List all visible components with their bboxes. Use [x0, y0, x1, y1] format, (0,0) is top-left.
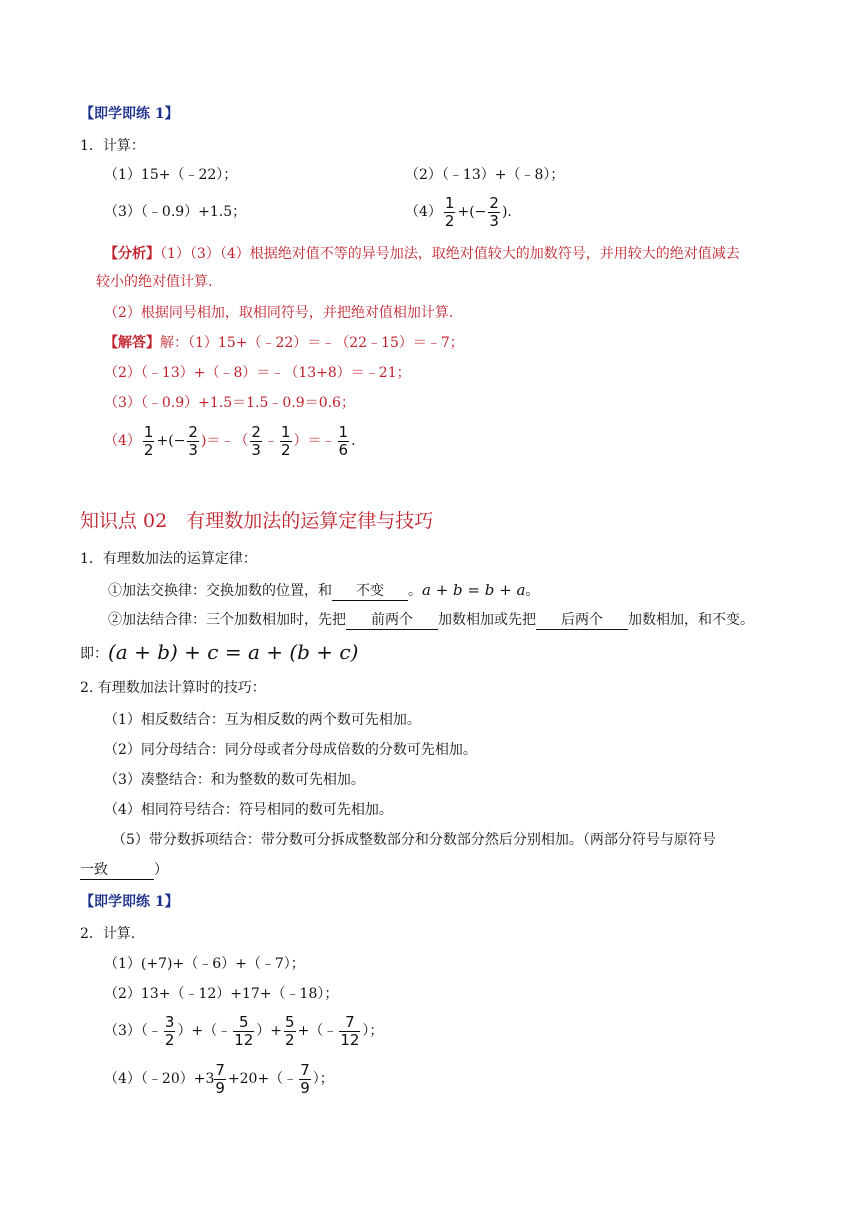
- fraction: [488, 195, 500, 230]
- fraction-denominator: 2: [444, 211, 455, 230]
- tip-5-end: ）: [154, 862, 168, 878]
- fraction-numerator: 2: [188, 422, 198, 441]
- fraction-denominator: 3: [489, 211, 499, 230]
- problem-3-prefix: （3）（﹣: [104, 1023, 162, 1039]
- analysis-tag: 【分析】: [104, 246, 160, 262]
- fraction: [284, 1014, 296, 1049]
- fraction: [233, 1014, 254, 1049]
- tips-heading: 2. 有理数加法计算时的技巧：: [80, 680, 266, 696]
- laws-heading: 1．有理数加法的运算定律：: [80, 551, 257, 567]
- problem-4: [405, 192, 512, 232]
- answer-tag: 【解答】: [104, 335, 160, 351]
- answer-blank: 后两个: [536, 611, 628, 630]
- problem-3-end: ）；: [362, 1023, 384, 1039]
- fraction-denominator: 2: [280, 440, 291, 459]
- problem-4-end: ).: [501, 204, 512, 220]
- fraction-denominator: 2: [164, 1030, 175, 1049]
- fraction-numerator: 7: [339, 1014, 360, 1032]
- tip-5-cont: [80, 860, 168, 880]
- fraction-denominator: 9: [215, 1078, 225, 1097]
- answer-4-minus: ﹣: [263, 433, 278, 449]
- fraction-numerator: 5: [285, 1012, 295, 1031]
- answer-blank: 前两个: [346, 611, 438, 630]
- answer-4-result: ）＝﹣: [293, 433, 336, 449]
- problem-1: （1）(+7)+（﹣6）+（﹣7）；: [104, 956, 305, 972]
- answer-4-operator: +(−: [156, 433, 186, 449]
- law-text: ②加法结合律：三个加数相加时，先把: [108, 612, 346, 628]
- fraction-denominator: 9: [300, 1078, 310, 1097]
- fraction-denominator: 3: [188, 440, 198, 459]
- problem-4-prefix: （4）: [405, 204, 442, 220]
- fraction-denominator: 6: [338, 440, 349, 459]
- problem-3-operator: +（﹣: [297, 1023, 338, 1039]
- answer-blank: 一致: [80, 861, 154, 880]
- problem-3: [104, 1010, 383, 1052]
- question-number: 1．计算：: [80, 138, 145, 154]
- fraction: [187, 424, 199, 459]
- answer-blank: 不变: [332, 582, 408, 601]
- tip-1: （1）相反数结合：互为相反数的两个数可先相加。: [104, 712, 421, 728]
- fraction-numerator: 7: [300, 1060, 310, 1079]
- fraction-numerator: 1: [280, 422, 291, 441]
- associative-formula-line: [80, 642, 358, 664]
- fraction: [143, 424, 155, 459]
- law-text: 加数相加，和不变。: [628, 612, 754, 628]
- answer-4-prefix: （4）: [104, 433, 141, 449]
- problem-2: （2）（﹣13）+（﹣8）；: [405, 167, 565, 183]
- fraction-denominator: 12: [340, 1030, 360, 1049]
- problem-2: （2）13+（﹣12）+17+（﹣18）；: [104, 986, 339, 1002]
- fraction: [338, 424, 350, 459]
- answer-line-1: [104, 333, 464, 353]
- analysis-text-1: （1）（3）（4）根据绝对值不等的异号加法，取绝对值较大的加数符号，并用较大的绝对值减去: [160, 246, 740, 262]
- fraction-numerator: 1: [444, 193, 455, 212]
- fraction-denominator: 12: [234, 1030, 254, 1049]
- fraction-denominator: 2: [285, 1030, 295, 1049]
- problem-4-end: ）；: [312, 1071, 334, 1087]
- answer-line-4: [104, 420, 356, 462]
- analysis-line-3: （2）根据同号相加，取相同符号，并把绝对值相加计算.: [104, 305, 454, 321]
- section-title: 知识点 02 有理数加法的运算定律与技巧: [80, 510, 434, 532]
- answer-4-end: .: [351, 433, 356, 449]
- problem-4-prefix: （4）（﹣20）+3: [104, 1071, 215, 1087]
- answer-4-equals: )＝﹣（: [200, 433, 249, 449]
- question-number: 2．计算.: [80, 926, 136, 942]
- fraction-numerator: 2: [251, 422, 261, 441]
- fraction: [214, 1062, 226, 1097]
- practice-label: 【即学即练 1】: [80, 106, 179, 122]
- law-punct: 。: [408, 583, 422, 599]
- fraction-numerator: 1: [338, 422, 349, 441]
- law-text: ①加法交换律：交换加数的位置，和: [108, 583, 332, 599]
- problem-1: （1）15+（﹣22）；: [104, 167, 238, 183]
- formula-prefix: 即：: [80, 646, 108, 662]
- answer-line-3: （3）（﹣0.9）+1.5＝1.5﹣0.9＝0.6；: [104, 395, 355, 411]
- problem-3-operator: ）+（﹣: [177, 1023, 232, 1039]
- problem-4-operator: +20+（﹣: [227, 1071, 298, 1087]
- problem-3: （3）（﹣0.9）+1.5；: [104, 204, 247, 220]
- fraction-numerator: 5: [233, 1014, 254, 1032]
- fraction: [444, 195, 456, 230]
- associative-law: [108, 610, 754, 630]
- fraction: [339, 1014, 360, 1049]
- fraction: [299, 1062, 311, 1097]
- formula: (a + b) + c = a + (b + c): [108, 640, 359, 664]
- answer-line-2: （2）（﹣13）+（﹣8）＝﹣（13+8）＝﹣21；: [104, 365, 411, 381]
- problem-4: [104, 1058, 334, 1100]
- fraction-numerator: 7: [215, 1060, 225, 1079]
- tip-4: （4）相同符号结合：符号相同的数可先相加。: [104, 802, 393, 818]
- tip-5: （5）带分数拆项结合：带分数可分拆成整数部分和分数部分然后分别相加。（两部分符号与原符号: [112, 832, 716, 848]
- practice-label: 【即学即练 1】: [80, 894, 179, 910]
- fraction: [280, 424, 292, 459]
- analysis-line-1: [104, 244, 740, 264]
- fraction: [250, 424, 262, 459]
- fraction-numerator: 1: [143, 422, 154, 441]
- fraction-numerator: 3: [164, 1012, 175, 1031]
- tip-3: （3）凑整结合：和为整数的数可先相加。: [104, 772, 365, 788]
- tip-2: （2）同分母结合：同分母或者分母成倍数的分数可先相加。: [104, 742, 477, 758]
- commutative-law: [108, 580, 539, 601]
- fraction-numerator: 2: [489, 193, 499, 212]
- formula: a + b = b + a: [422, 581, 526, 599]
- problem-3-operator: ）+: [256, 1023, 283, 1039]
- analysis-line-2: 较小的绝对值计算.: [96, 274, 213, 290]
- law-punct: 。: [525, 583, 540, 599]
- fraction-denominator: 2: [143, 440, 154, 459]
- fraction-denominator: 3: [251, 440, 261, 459]
- problem-4-operator: +(−: [457, 204, 487, 220]
- answer-text-1: 解：（1）15+（﹣22）＝﹣（22﹣15）＝﹣7；: [160, 335, 464, 351]
- law-text: 加数相加或先把: [438, 612, 536, 628]
- fraction: [164, 1014, 176, 1049]
